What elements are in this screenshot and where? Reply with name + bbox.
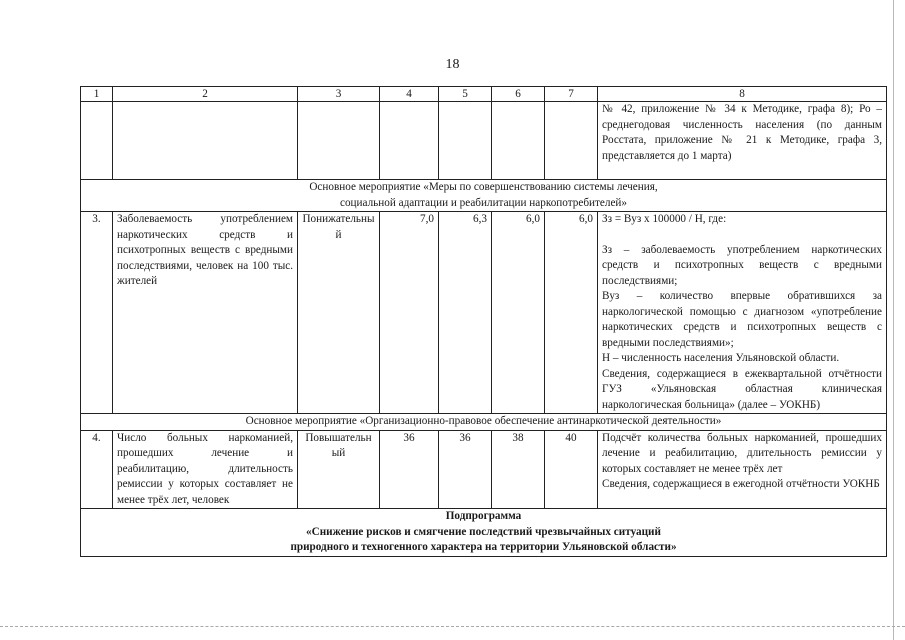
- formula: Зз = Вуз x 100000 / Н, где:: [602, 213, 727, 225]
- header-col-5: 5: [439, 87, 492, 102]
- value-cell: 40: [545, 430, 598, 509]
- cell-empty: [298, 102, 380, 180]
- row-number: 3.: [81, 212, 113, 414]
- value-cell: 38: [492, 430, 545, 509]
- section-title: Основное мероприятие «Организационно-правовое обеспечение антинаркотической деятельности»: [81, 414, 887, 431]
- table-row-3: [81, 212, 887, 414]
- indicator-direction: Повышательный: [298, 430, 380, 509]
- value-cell: 36: [380, 430, 439, 509]
- table-row-continuation: [81, 102, 887, 180]
- subprogram-name-line-2: природного и техногенного характера на территории Ульяновской области»: [290, 541, 677, 553]
- row-number: 4.: [81, 430, 113, 509]
- section-title: [81, 180, 887, 212]
- method-paragraph: Н – численность населения Ульяновской области.: [602, 352, 840, 364]
- page-bottom-border: [0, 626, 905, 628]
- method-paragraph: Вуз – количество впервые обратившихся за наркологической помощью с диагнозом «употребление наркотических средств и психотропных веществ с вредными последствиями»;: [602, 290, 882, 349]
- page-edge: [893, 0, 894, 640]
- value-cell: 6,3: [439, 212, 492, 414]
- method-paragraph: Подсчёт количества больных наркоманией, прошедших лечение и реабилитацию, длительность ремиссии у которых составляет не менее трёх лет: [602, 431, 882, 475]
- cell-empty: [81, 102, 113, 180]
- page-number: 18: [445, 57, 460, 72]
- method-paragraph: Сведения, содержащиеся в ежеквартальной отчётности ГУЗ «Ульяновская областная клиническая наркологическая больница» (далее – УОКНБ): [602, 367, 882, 411]
- value-cell: 6,0: [492, 212, 545, 414]
- header-col-6: 6: [492, 87, 545, 102]
- section-title-line-2: социальной адаптации и реабилитации наркопотребителей»: [340, 196, 627, 209]
- section-row-2: [81, 414, 887, 431]
- section-title-line-1: Основное мероприятие «Меры по совершенствованию системы лечения,: [309, 181, 658, 193]
- cell-empty: [492, 102, 545, 180]
- header-col-8: 8: [598, 87, 887, 102]
- section-row-1: [81, 180, 887, 212]
- indicator-name: Заболеваемость употреблением наркотических средств и психотропных веществ с вредными последствиями, человек на 100 тыс. жителей: [113, 212, 298, 414]
- header-col-7: 7: [545, 87, 598, 102]
- subprogram-name-line-1: «Снижение рисков и смягчение последствий чрезвычайных ситуаций: [306, 525, 661, 538]
- table-header-row: [81, 87, 887, 102]
- value-cell: 6,0: [545, 212, 598, 414]
- method-cell: № 42, приложение № 34 к Методике, графа 8); Ро – среднегодовая численность населения (по данным Росстата, приложение № 21 к Методике, графа 3, представляется до 1 марта): [598, 102, 887, 180]
- method-paragraph: Зз – заболеваемость употреблением наркотических средств и психотропных веществ с вредными последствиями;: [602, 243, 882, 287]
- method-cell: [598, 430, 887, 509]
- cell-empty: [380, 102, 439, 180]
- cell-empty: [439, 102, 492, 180]
- method-cell: [598, 212, 887, 414]
- subprogram-title: [81, 509, 887, 557]
- header-col-1: 1: [81, 87, 113, 102]
- header-col-4: 4: [380, 87, 439, 102]
- indicator-name: Число больных наркоманией, прошедших лечение и реабилитацию, длительность ремиссии у которых составляет не менее трёх лет, человек: [113, 430, 298, 509]
- indicators-table: [80, 86, 887, 557]
- header-col-2: 2: [113, 87, 298, 102]
- subprogram-row: [81, 509, 887, 557]
- indicator-direction: Понижательный: [298, 212, 380, 414]
- cell-empty: [545, 102, 598, 180]
- subprogram-label: Подпрограмма: [445, 510, 522, 522]
- method-paragraph: Сведения, содержащиеся в ежегодной отчётности УОКНБ: [602, 478, 880, 490]
- value-cell: 7,0: [380, 212, 439, 414]
- value-cell: 36: [439, 430, 492, 509]
- spacer: [602, 228, 882, 243]
- cell-empty: [113, 102, 298, 180]
- header-col-3: 3: [298, 87, 380, 102]
- table-row-4: [81, 430, 887, 509]
